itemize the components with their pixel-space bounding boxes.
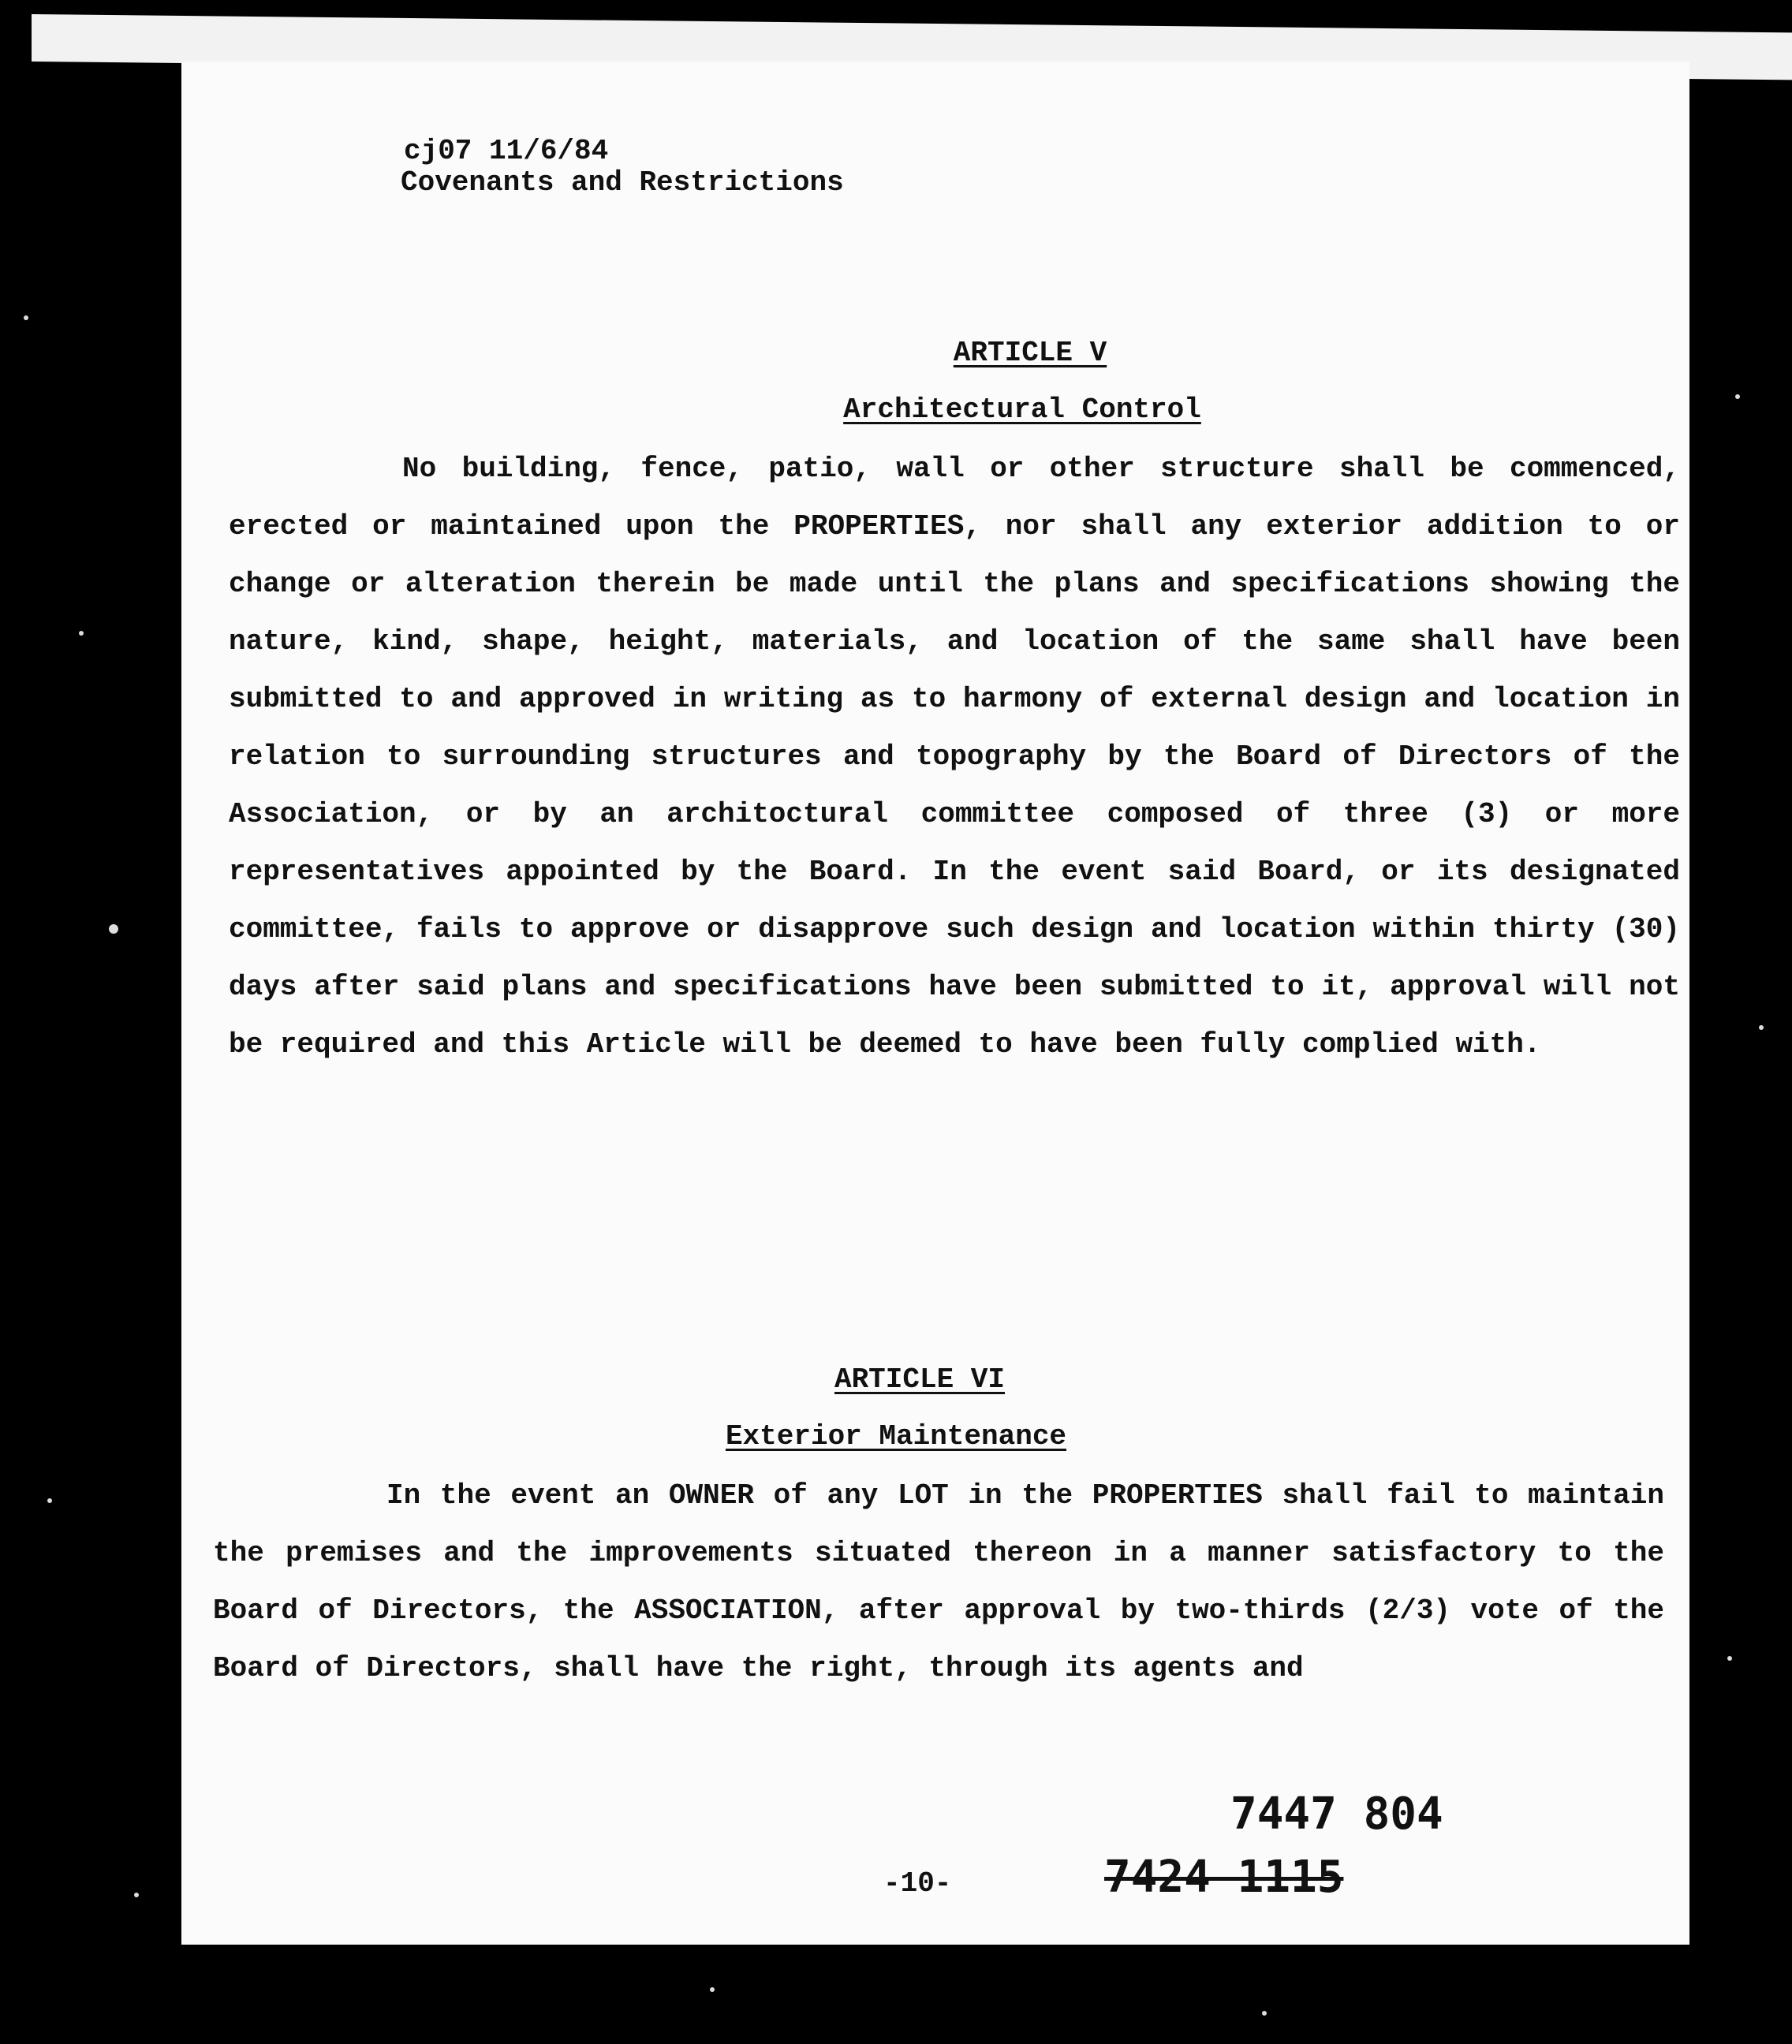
- page-number: -10-: [883, 1867, 952, 1900]
- document-code: cj07 11/6/84: [404, 135, 609, 167]
- recording-stamp-struck: 7424 1115: [1104, 1852, 1344, 1903]
- article-vi-heading: ARTICLE VI: [834, 1363, 1006, 1396]
- article-vi-body: In the event an OWNER of any LOT in the PROPERTIES shall fail to maintain the premises and the improvements situated thereon in a manner satisfactory to the Board of Directors, the ASSOCIATION, after approval by two-thirds (2/3) vote of the Board of Directors, shall have the right, through its agents and: [213, 1479, 1664, 1684]
- document-title: Covenants and Restrictions: [401, 166, 844, 199]
- article-v-heading: ARTICLE V: [953, 337, 1107, 369]
- article-v-subheading: Architectural Control: [843, 394, 1201, 426]
- article-v-body: No building, fence, patio, wall or other structure shall be commenced, erected or maintained upon the PROPERTIES, nor shall any exterior addition to or change or alteration therein be made until the plans and specifications showing the nature, kind, shape, height, materials, and location of the same shall have been submitted to and approved in writing as to harmony of external design and location in relation to surrounding structures and topography by the Board of Directors of the Association, or by an architoctural committee composed of three (3) or more representatives appointed by the Board. In the event said Board, or its designated committee, fails to approve or disapprove such design and location within thirty (30) days after said plans and specifications have been submitted to it, approval will not be required and this Article will be deemed to have been fully complied with.: [229, 453, 1680, 1061]
- recording-stamp-current: 7447 804: [1230, 1788, 1443, 1840]
- document-page: [181, 62, 1689, 1945]
- article-vi-subheading: Exterior Maintenance: [725, 1420, 1067, 1453]
